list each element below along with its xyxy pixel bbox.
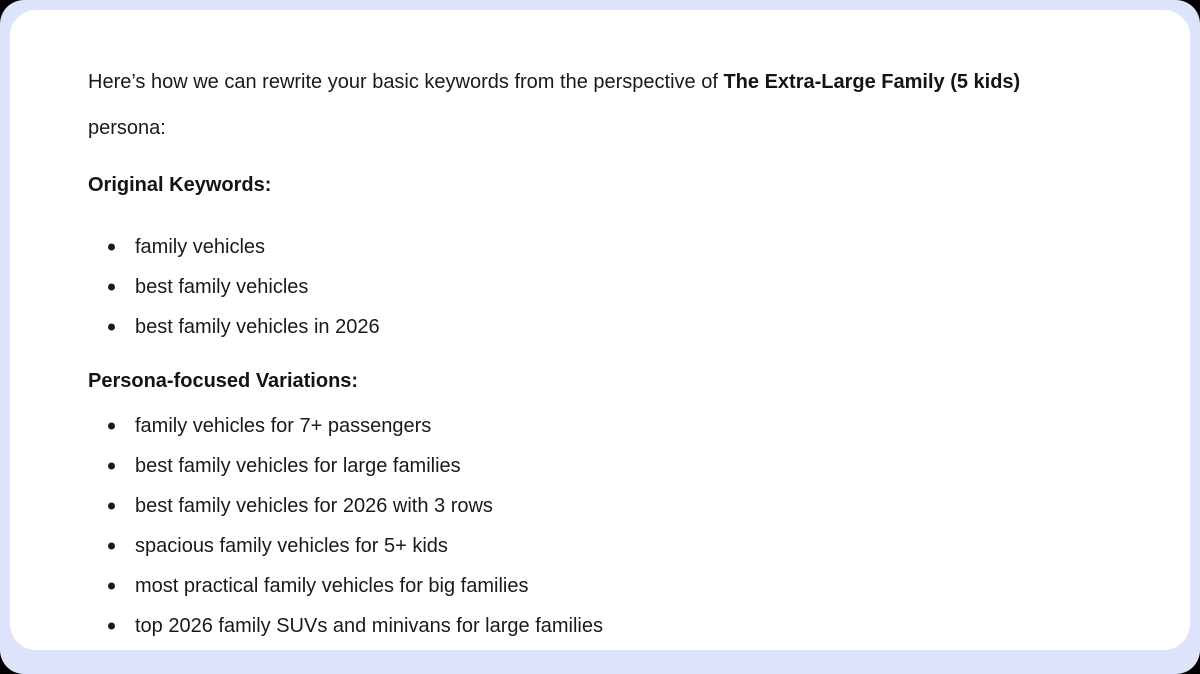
- list-item-text: best family vehicles for large families: [135, 455, 461, 477]
- content-card: [10, 10, 1190, 650]
- list-item-text: best family vehicles: [135, 276, 309, 298]
- bullet-icon: [108, 503, 115, 510]
- intro-paragraph: [88, 59, 1130, 151]
- list-item: [88, 307, 1130, 347]
- persona-variations-list: [88, 406, 1130, 646]
- persona-name: The Extra-Large Family (5 kids): [723, 71, 1021, 93]
- list-item-text: family vehicles for 7+ passengers: [135, 415, 432, 437]
- bullet-icon: [108, 543, 115, 550]
- section-heading-persona-variations: Persona-focused Variations:: [88, 370, 359, 392]
- list-item: [88, 406, 1130, 446]
- list-item: [88, 446, 1130, 486]
- bullet-icon: [108, 244, 115, 251]
- bullet-icon: [108, 463, 115, 470]
- original-keywords-list: [88, 227, 1130, 347]
- bullet-icon: [108, 423, 115, 430]
- list-item-text: best family vehicles in 2026: [135, 316, 380, 338]
- bullet-icon: [108, 583, 115, 590]
- list-item: [88, 566, 1130, 606]
- section-heading-original-keywords: Original Keywords:: [88, 174, 272, 196]
- bullet-icon: [108, 284, 115, 291]
- list-item: [88, 227, 1130, 267]
- list-item-text: spacious family vehicles for 5+ kids: [135, 535, 448, 557]
- list-item: [88, 606, 1130, 646]
- intro-text: Here’s how we can rewrite your basic keywords from the perspective of: [88, 71, 724, 93]
- bullet-icon: [108, 324, 115, 331]
- intro-suffix: persona:: [88, 117, 166, 139]
- bullet-icon: [108, 623, 115, 630]
- list-item-text: family vehicles: [135, 236, 266, 258]
- list-item-text: best family vehicles for 2026 with 3 rows: [135, 495, 493, 517]
- list-item: [88, 267, 1130, 307]
- list-item: [88, 486, 1130, 526]
- list-item-text: most practical family vehicles for big families: [135, 575, 529, 597]
- list-item: [88, 526, 1130, 566]
- list-item-text: top 2026 family SUVs and minivans for large families: [135, 615, 603, 637]
